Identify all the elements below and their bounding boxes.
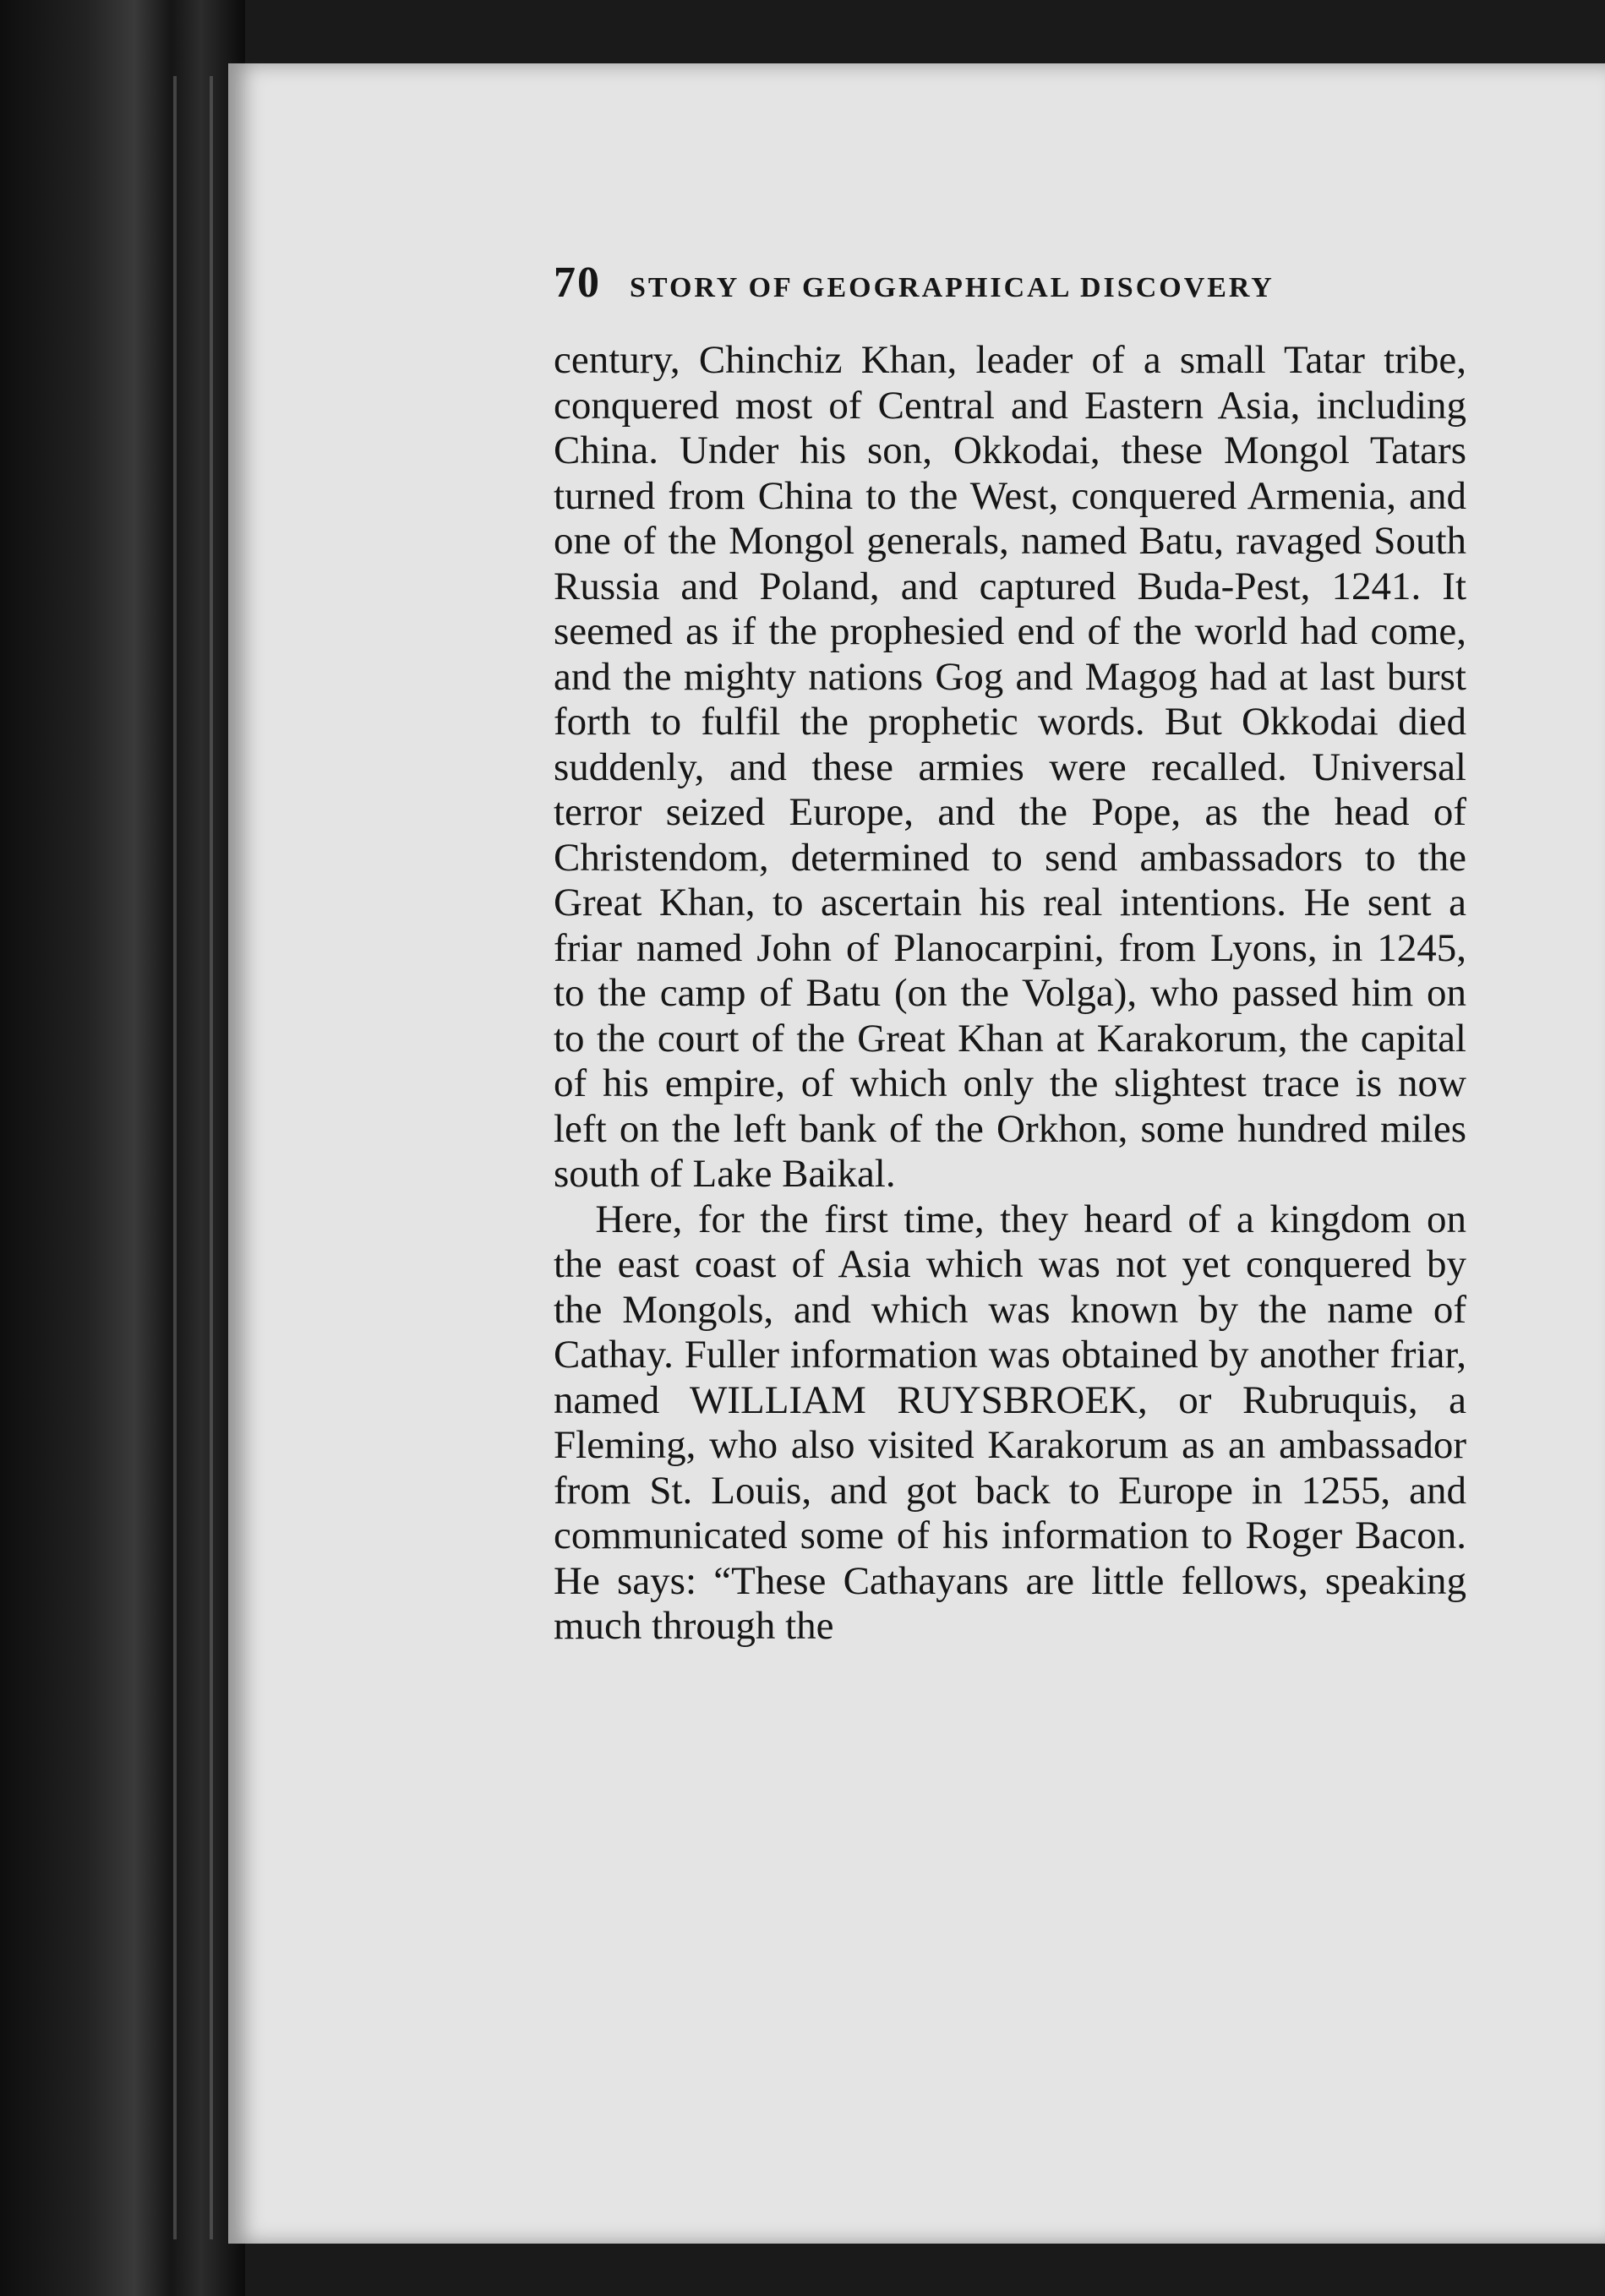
page-content [554, 258, 1466, 1650]
paragraph: century, Chinchiz Khan, leader of a small Tatar tribe, conquered most of Central and Eastern Asia, including China. Under his son, Okkodai, these Mongol Tatars turned from China to the West, conquered Armenia, and one of the Mongol generals, named Batu, ravaged South Russia and Poland, and captured Buda-Pest, 1241. It seemed as if the prophesied end of the world had come, and the mighty nations Gog and Magog had at last burst forth to fulfil the prophetic words. But Okkodai died suddenly, and these armies were recalled. Universal terror seized Europe, and the Pope, as the head of Christendom, determined to send ambassadors to the Great Khan, to ascertain his real intentions. He sent a friar named John of Planocarpini, from Lyons, in 1245, to the camp of Batu (on the Volga), who passed him on to the court of the Great Khan at Karakorum, the capital of his empire, of which only the slightest trace is now left on the left bank of the Orkhon, some hundred miles south of Lake Baikal. [554, 338, 1466, 1196]
running-head [554, 258, 1466, 308]
running-title: STORY OF GEOGRAPHICAL DISCOVERY [630, 272, 1275, 303]
book-spine [0, 0, 245, 2296]
spine-edge-line [173, 76, 177, 2239]
page-number: 70 [554, 259, 601, 307]
body-text [554, 338, 1466, 1650]
paragraph: Here, for the first time, they heard of a kingdom on the east coast of Asia which was not yet conquered by the Mongols, and which was known by the name of Cathay. Fuller information was obtained by another friar, named WILLIAM RUYSBROEK, or Rubruquis, a Fleming, who also visited Karakorum as an ambassador from St. Louis, and got back to Europe in 1255, and communicated some of his information to Roger Bacon. He says: “These Cathayans are little fellows, speaking much through the [554, 1197, 1466, 1648]
spine-edge-line [210, 76, 213, 2239]
